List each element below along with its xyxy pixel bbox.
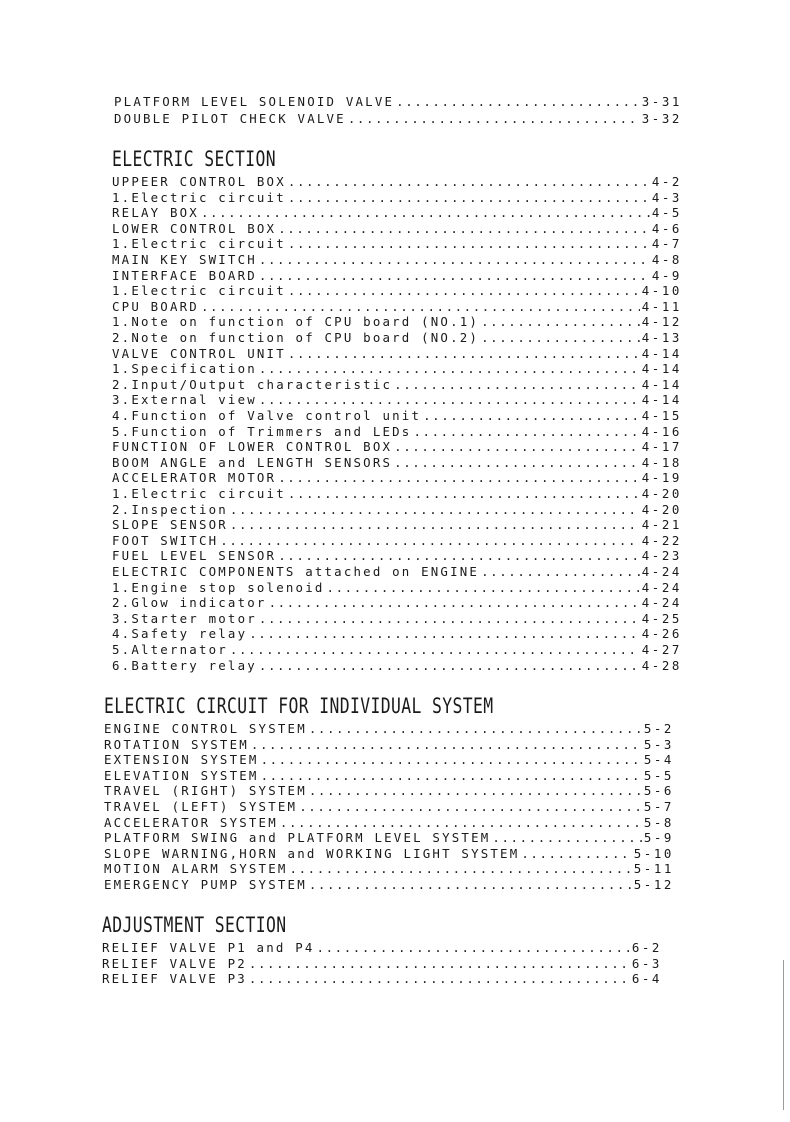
toc-entry-title: TRAVEL (RIGHT) SYSTEM xyxy=(104,783,307,799)
toc-entry-page: 4-14 xyxy=(641,345,682,361)
dot-leader xyxy=(259,252,650,268)
toc-entry xyxy=(112,346,682,362)
dot-leader xyxy=(309,783,642,799)
dot-leader xyxy=(394,377,640,393)
toc-entry-title: 1.Note on function of CPU board (NO.1) xyxy=(112,314,480,330)
toc-entry xyxy=(112,236,682,252)
dot-leader xyxy=(413,424,639,440)
toc-entry-page: 4-15 xyxy=(641,408,682,423)
toc-entry-title: RELIEF VALVE P2 xyxy=(102,955,247,971)
dot-leader xyxy=(481,330,640,346)
toc-entry-title: PLATFORM LEVEL SOLENOID VALVE xyxy=(114,94,395,109)
toc-entry xyxy=(112,642,682,658)
toc-entry-title: 2.Inspection xyxy=(112,501,228,517)
toc-entry xyxy=(104,768,674,784)
toc-entry-title: ELEVATION SYSTEM xyxy=(104,767,259,783)
dot-leader xyxy=(249,971,630,987)
toc-entry xyxy=(112,221,682,237)
toc-entry-page: 4-24 xyxy=(641,579,682,595)
toc-entry xyxy=(104,830,674,846)
toc-entry xyxy=(104,783,674,799)
toc-entry-title: DOUBLE PILOT CHECK VALVE xyxy=(114,110,346,126)
toc-entry-title: TRAVEL (LEFT) SYSTEM xyxy=(104,799,298,814)
toc-entry-page: 4-16 xyxy=(641,423,682,439)
toc-entry-title: FOOT SWITCH xyxy=(112,532,219,548)
dot-leader xyxy=(259,611,640,627)
toc-entry-page: 4-24 xyxy=(641,595,682,611)
dot-leader xyxy=(259,658,640,674)
dot-leader xyxy=(259,268,650,284)
toc-entry-page: 4-23 xyxy=(641,548,682,564)
toc-entry-title: PLATFORM SWING and PLATFORM LEVEL SYSTEM xyxy=(104,830,491,846)
toc-entry-title: SLOPE SENSOR xyxy=(112,517,228,533)
toc-entry xyxy=(112,470,682,486)
toc-entry-page: 5-6 xyxy=(643,783,674,799)
toc-entry xyxy=(112,205,682,221)
dot-leader xyxy=(394,455,640,471)
toc-entry-page: 4-20 xyxy=(641,501,682,517)
toc-entry xyxy=(112,548,682,564)
toc-entry xyxy=(112,268,682,284)
dot-leader xyxy=(249,956,630,972)
toc-entry-page: 4-21 xyxy=(641,517,682,533)
toc-entry-title: 3.Starter motor xyxy=(112,610,257,626)
toc-entry-page: 4-8 xyxy=(651,252,682,267)
dot-leader xyxy=(230,502,640,518)
dot-leader xyxy=(280,815,642,831)
toc-entry xyxy=(112,439,682,455)
toc-entry-title: FUNCTION OF LOWER CONTROL BOX xyxy=(112,439,393,455)
toc-entry xyxy=(104,752,674,768)
toc-entry-title: 1.Electric circuit xyxy=(112,189,286,205)
toc-entry-page: 4-27 xyxy=(641,642,682,657)
toc-entry xyxy=(112,595,682,611)
dot-leader xyxy=(288,486,640,502)
dot-leader xyxy=(290,861,632,877)
dot-leader xyxy=(269,595,640,611)
toc-entry xyxy=(112,190,682,206)
toc-entry xyxy=(112,377,682,393)
dot-leader xyxy=(309,721,642,737)
dot-leader xyxy=(261,752,642,768)
dot-leader xyxy=(394,439,640,455)
toc-entry-title: RELAY BOX xyxy=(112,205,199,221)
toc-entry-page: 4-14 xyxy=(641,361,682,377)
toc-entry-title: ACCELERATOR SYSTEM xyxy=(104,814,278,830)
toc-entry-title: CPU BOARD xyxy=(112,298,199,314)
toc-entry xyxy=(112,408,682,424)
toc-entry-page: 3-32 xyxy=(641,110,682,126)
dot-leader xyxy=(259,392,640,408)
dot-leader xyxy=(288,174,650,190)
toc-entry xyxy=(114,111,682,127)
toc-entry xyxy=(104,815,674,831)
toc-entry-title: 4.Function of Valve control unit xyxy=(112,408,422,423)
toc-entry xyxy=(112,455,682,471)
toc-entry-page: 4-26 xyxy=(641,626,682,642)
toc-entry-page: 4-19 xyxy=(641,470,682,486)
toc-entry xyxy=(112,174,682,190)
toc-entry xyxy=(102,971,662,987)
toc-entry-title: MAIN KEY SWITCH xyxy=(112,252,257,267)
toc-entry xyxy=(102,956,662,972)
toc-entry-title: 1.Electric circuit xyxy=(112,283,286,299)
toc-entry xyxy=(112,658,682,674)
toc-entry xyxy=(104,721,674,737)
toc-entry-page: 4-14 xyxy=(641,376,682,392)
toc-entry-title: 2.Input/Output characteristic xyxy=(112,376,393,392)
toc-entry-title: ACCELERATOR MOTOR xyxy=(112,470,277,486)
toc-entry-page: 4-12 xyxy=(641,314,682,330)
dot-leader xyxy=(348,111,640,127)
toc-entry-page: 5-5 xyxy=(643,767,674,783)
dot-leader xyxy=(396,94,640,110)
toc-entry-page: 5-8 xyxy=(643,814,674,830)
dot-leader xyxy=(278,470,640,486)
toc-entry xyxy=(112,564,682,580)
toc-entry-page: 4-18 xyxy=(641,454,682,470)
toc-entry-title: INTERFACE BOARD xyxy=(112,267,257,283)
page-edge-line xyxy=(783,960,784,1110)
toc-entry-page: 4-13 xyxy=(641,330,682,345)
toc-entry xyxy=(104,861,674,877)
dot-leader xyxy=(278,548,640,564)
section-heading-electric-section: ELECTRIC SECTION xyxy=(112,147,277,171)
dot-leader xyxy=(251,737,642,753)
toc-entry xyxy=(112,314,682,330)
toc-entry-page: 4-20 xyxy=(641,486,682,501)
toc-entry-title: 6.Battery relay xyxy=(112,657,257,673)
dot-leader xyxy=(299,799,642,815)
dot-leader xyxy=(327,580,640,596)
toc-entry-page: 5-7 xyxy=(643,799,674,814)
dot-leader xyxy=(201,299,640,315)
toc-entry-title: EXTENSION SYSTEM xyxy=(104,752,259,768)
dot-leader xyxy=(259,361,640,377)
toc-entry-page: 6-3 xyxy=(631,955,662,971)
toc-entry-page: 3-31 xyxy=(641,94,682,109)
toc-entry-title: 1.Electric circuit xyxy=(112,236,286,252)
toc-entry-page: 4-17 xyxy=(641,439,682,455)
toc-entry xyxy=(102,940,662,956)
toc-entry xyxy=(112,283,682,299)
toc-entry-page: 4-14 xyxy=(641,392,682,408)
toc-entry xyxy=(112,580,682,596)
toc-entry-title: VALVE CONTROL UNIT xyxy=(112,345,286,361)
toc-entry xyxy=(112,392,682,408)
toc-entry xyxy=(114,94,682,110)
toc-entry-page: 5-4 xyxy=(643,752,674,768)
toc-entry xyxy=(104,799,674,815)
toc-entry xyxy=(112,424,682,440)
dot-leader xyxy=(288,236,650,252)
toc-entry xyxy=(112,517,682,533)
toc-entry xyxy=(112,611,682,627)
toc-entry-title: LOWER CONTROL BOX xyxy=(112,220,277,236)
toc-entry-title: 2.Glow indicator xyxy=(112,595,267,611)
toc-entry-page: 4-11 xyxy=(641,298,682,314)
toc-entry-page: 4-6 xyxy=(651,220,682,236)
toc-entry-page: 4-9 xyxy=(651,267,682,283)
dot-leader xyxy=(249,626,640,642)
toc-entry-page: 4-7 xyxy=(651,236,682,252)
dot-leader xyxy=(492,830,641,846)
dot-leader xyxy=(230,642,640,658)
dot-leader xyxy=(481,314,640,330)
section-heading-adjustment-section: ADJUSTMENT SECTION xyxy=(102,913,287,937)
toc-entry xyxy=(104,846,674,862)
toc-entry xyxy=(112,330,682,346)
toc-entry-page: 6-4 xyxy=(631,971,662,987)
toc-entry-title: EMERGENCY PUMP SYSTEM xyxy=(104,877,307,892)
toc-entry xyxy=(104,877,674,893)
dot-leader xyxy=(521,846,631,862)
toc-entry-page: 4-2 xyxy=(651,174,682,189)
dot-leader xyxy=(201,205,650,221)
toc-entry-title: 4.Safety relay xyxy=(112,626,248,642)
toc-entry-page: 5-10 xyxy=(633,845,674,861)
toc-entry-page: 4-28 xyxy=(641,657,682,673)
toc-entry-page: 5-11 xyxy=(633,861,674,877)
toc-entry xyxy=(104,737,674,753)
toc-entry-title: ELECTRIC COMPONENTS attached on ENGINE xyxy=(112,564,480,579)
toc-entry-page: 5-2 xyxy=(643,721,674,736)
toc-entry-title: SLOPE WARNING,HORN and WORKING LIGHT SYSTEM xyxy=(104,845,520,861)
dot-leader xyxy=(288,346,640,362)
toc-entry xyxy=(112,486,682,502)
toc-entry-page: 4-22 xyxy=(641,532,682,548)
toc-entry-title: 5.Function of Trimmers and LEDs xyxy=(112,423,412,439)
dot-leader xyxy=(288,283,640,299)
dot-leader xyxy=(317,940,630,956)
toc-entry-page: 5-9 xyxy=(643,830,674,846)
toc-entry-title: ENGINE CONTROL SYSTEM xyxy=(104,721,307,736)
toc-entry xyxy=(112,502,682,518)
toc-entry-page: 4-24 xyxy=(641,564,682,579)
toc-entry xyxy=(112,299,682,315)
dot-leader xyxy=(220,533,639,549)
toc-entry-page: 5-3 xyxy=(643,736,674,752)
toc-entry-title: 3.External view xyxy=(112,392,257,408)
toc-entry-title: RELIEF VALVE P1 and P4 xyxy=(102,940,315,955)
toc-entry-title: ROTATION SYSTEM xyxy=(104,736,249,752)
toc-entry-title: UPPEER CONTROL BOX xyxy=(112,174,286,189)
toc-entry-title: FUEL LEVEL SENSOR xyxy=(112,548,277,564)
toc-entry xyxy=(112,361,682,377)
toc-entry-page: 4-3 xyxy=(651,189,682,205)
section-heading-electric-circuit-for-individual-system: ELECTRIC CIRCUIT FOR INDIVIDUAL SYSTEM xyxy=(104,694,494,718)
toc-entry-title: 1.Specification xyxy=(112,361,257,377)
toc-entry xyxy=(112,626,682,642)
toc-entry-page: 4-5 xyxy=(651,205,682,221)
dot-leader xyxy=(278,221,650,237)
dot-leader xyxy=(423,408,640,424)
toc-entry-page: 4-25 xyxy=(641,610,682,626)
toc-entry-title: 1.Electric circuit xyxy=(112,486,286,501)
toc-entry-page: 6-2 xyxy=(631,940,662,955)
toc-entry-title: 1.Engine stop solenoid xyxy=(112,579,325,595)
dot-leader xyxy=(261,768,642,784)
dot-leader xyxy=(230,517,640,533)
dot-leader xyxy=(288,190,650,206)
dot-leader xyxy=(309,877,632,893)
dot-leader xyxy=(481,564,640,580)
toc-entry-page: 5-12 xyxy=(633,877,674,892)
toc-entry-title: BOOM ANGLE and LENGTH SENSORS xyxy=(112,454,393,470)
toc-entry-title: 5.Alternator xyxy=(112,642,228,657)
toc-entry xyxy=(112,252,682,268)
toc-entry-title: MOTION ALARM SYSTEM xyxy=(104,861,288,877)
toc-entry-page: 4-10 xyxy=(641,283,682,299)
toc-entry xyxy=(112,533,682,549)
toc-entry-title: RELIEF VALVE P3 xyxy=(102,971,247,987)
toc-entry-title: 2.Note on function of CPU board (NO.2) xyxy=(112,330,480,345)
